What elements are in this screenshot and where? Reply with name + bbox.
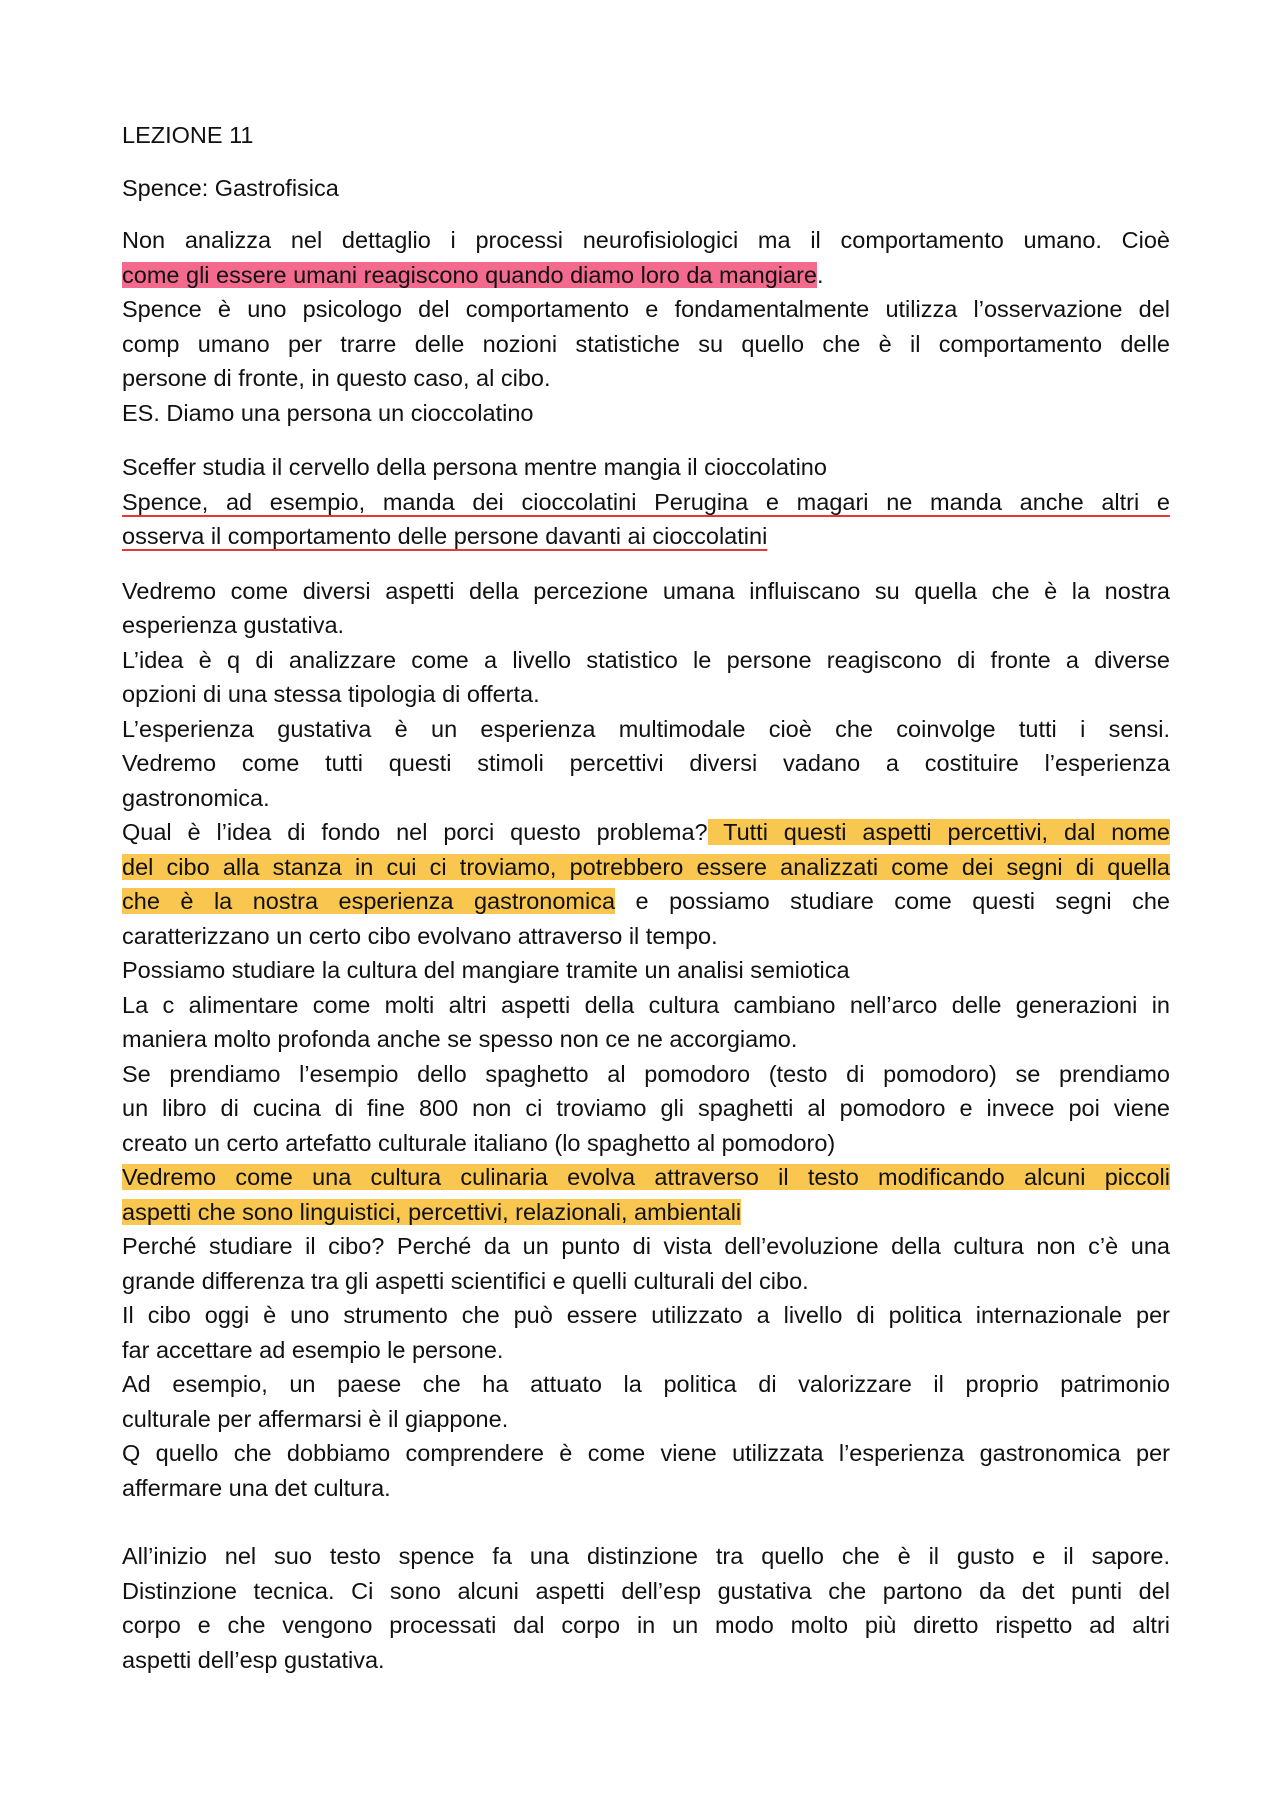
text-line: far accettare ad esempio le persone. xyxy=(122,1336,504,1363)
red-underline: Spence, ad esempio, manda dei cioccolatini Perugina e magari ne manda anche altri e xyxy=(122,488,1170,515)
text-line: Ad esempio, un paese che ha attuato la politica di valorizzare il proprio patrimonio xyxy=(122,1371,1170,1397)
paragraph-intro xyxy=(122,223,1170,430)
text-line: Vedremo come diversi aspetti della percezione umana influiscano su quella che è la nostra xyxy=(122,577,1170,604)
text-line: ES. Diamo una persona un cioccolatino xyxy=(122,399,534,426)
text-line: Vedremo come tutti questi stimoli percettivi diversi vadano a costituire l’esperienza xyxy=(122,750,1170,776)
paragraph-sceffer xyxy=(122,450,1170,554)
text-line: Spence è uno psicologo del comportamento e fondamentalmente utilizza l’osservazione del xyxy=(122,296,1170,322)
text-line: Sceffer studia il cervello della persona mentre mangia il cioccolatino xyxy=(122,454,827,480)
text-line: Se prendiamo l’esempio dello spaghetto al pomodoro (testo di pomodoro) se prendiamo xyxy=(122,1060,1170,1087)
text-line: Non analizza nel dettaglio i processi neurofisiologici ma il comportamento umano. Cioè xyxy=(122,227,1170,253)
text-line: un libro di cucina di fine 800 non ci troviamo gli spaghetti al pomodoro e invece poi viene xyxy=(122,1095,1170,1121)
yellow-highlight: Tutti questi aspetti percettivi, dal nome xyxy=(707,819,1170,845)
text-line: L’idea è q di analizzare come a livello statistico le persone reagiscono di fronte a diverse xyxy=(122,646,1170,673)
text-span: e possiamo studiare come questi segni che xyxy=(615,888,1170,914)
text-line: L’esperienza gustativa è un esperienza multimodale cioè che coinvolge tutti i sensi. xyxy=(122,715,1170,742)
red-underline: osserva il comportamento delle persone davanti ai cioccolatini xyxy=(122,523,768,549)
text-line: persone di fronte, in questo caso, al cibo. xyxy=(122,365,551,391)
text-line: affermare una det cultura. xyxy=(122,1474,391,1501)
text-line: Distinzione tecnica. Ci sono alcuni aspetti dell’esp gustativa che partono da det punti del xyxy=(122,1577,1170,1604)
lesson-subtitle: Spence: Gastrofisica xyxy=(122,174,339,201)
paragraph-gusto-sapore xyxy=(122,1539,1170,1677)
text-line: opzioni di una stessa tipologia di offerta. xyxy=(122,681,540,707)
text-line: maniera molto profonda anche se spesso non ce ne accorgiamo. xyxy=(122,1026,798,1052)
text-line: creato un certo artefatto culturale italiano (lo spaghetto al pomodoro) xyxy=(122,1129,836,1156)
text-line: Il cibo oggi è uno strumento che può essere utilizzato a livello di politica internazionale per xyxy=(122,1302,1170,1328)
text-line xyxy=(122,1195,1170,1230)
text-line: caratterizzano un certo cibo evolvano attraverso il tempo. xyxy=(122,922,718,949)
text-span: Qual è l’idea di fondo nel porci questo problema? xyxy=(122,819,708,845)
yellow-highlight: che è la nostra esperienza gastronomica xyxy=(122,888,616,914)
text-line xyxy=(122,258,1170,293)
text-line xyxy=(122,884,1170,919)
text-line xyxy=(122,850,1170,885)
text-line: All’inizio nel suo testo spence fa una distinzione tra quello che è il gusto e il sapore. xyxy=(122,1543,1170,1569)
text-line: Q quello che dobbiamo comprendere è come viene utilizzata l’esperienza gastronomica per xyxy=(122,1440,1170,1466)
pink-highlight: come gli essere umani reagiscono quando diamo loro da mangiare xyxy=(122,261,817,288)
text-line: culturale per affermarsi è il giappone. xyxy=(122,1405,509,1432)
yellow-highlight: aspetti che sono linguistici, percettivi, relazionali, ambientali xyxy=(122,1198,742,1225)
text-line: aspetti dell’esp gustativa. xyxy=(122,1646,385,1673)
text-span: . xyxy=(816,261,824,288)
text-line xyxy=(122,485,1170,520)
text-line: grande differenza tra gli aspetti scientifici e quelli culturali del cibo. xyxy=(122,1267,809,1294)
yellow-highlight: del cibo alla stanza in cui ci troviamo, potrebbero essere analizzati come dei segni di quella xyxy=(122,853,1170,880)
text-line xyxy=(122,519,1170,554)
text-line: gastronomica. xyxy=(122,784,270,811)
lesson-title: LEZIONE 11 xyxy=(122,122,254,148)
text-line: La c alimentare come molti altri aspetti della cultura cambiano nell’arco delle generazioni in xyxy=(122,991,1170,1018)
text-line xyxy=(122,815,1170,850)
text-line: esperienza gustativa. xyxy=(122,612,345,638)
text-line: Possiamo studiare la cultura del mangiare tramite un analisi semiotica xyxy=(122,957,850,983)
yellow-highlight: Vedremo come una cultura culinaria evolva attraverso il testo modificando alcuni piccoli xyxy=(122,1164,1170,1190)
text-line: Perché studiare il cibo? Perché da un punto di vista dell’evoluzione della cultura non c’è una xyxy=(122,1233,1170,1259)
paragraph-main xyxy=(122,574,1170,1506)
text-line xyxy=(122,1160,1170,1195)
text-line: comp umano per trarre delle nozioni statistiche su quello che è il comportamento delle xyxy=(122,330,1170,357)
text-line: corpo e che vengono processati dal corpo in un modo molto più diretto rispetto ad altri xyxy=(122,1612,1170,1638)
